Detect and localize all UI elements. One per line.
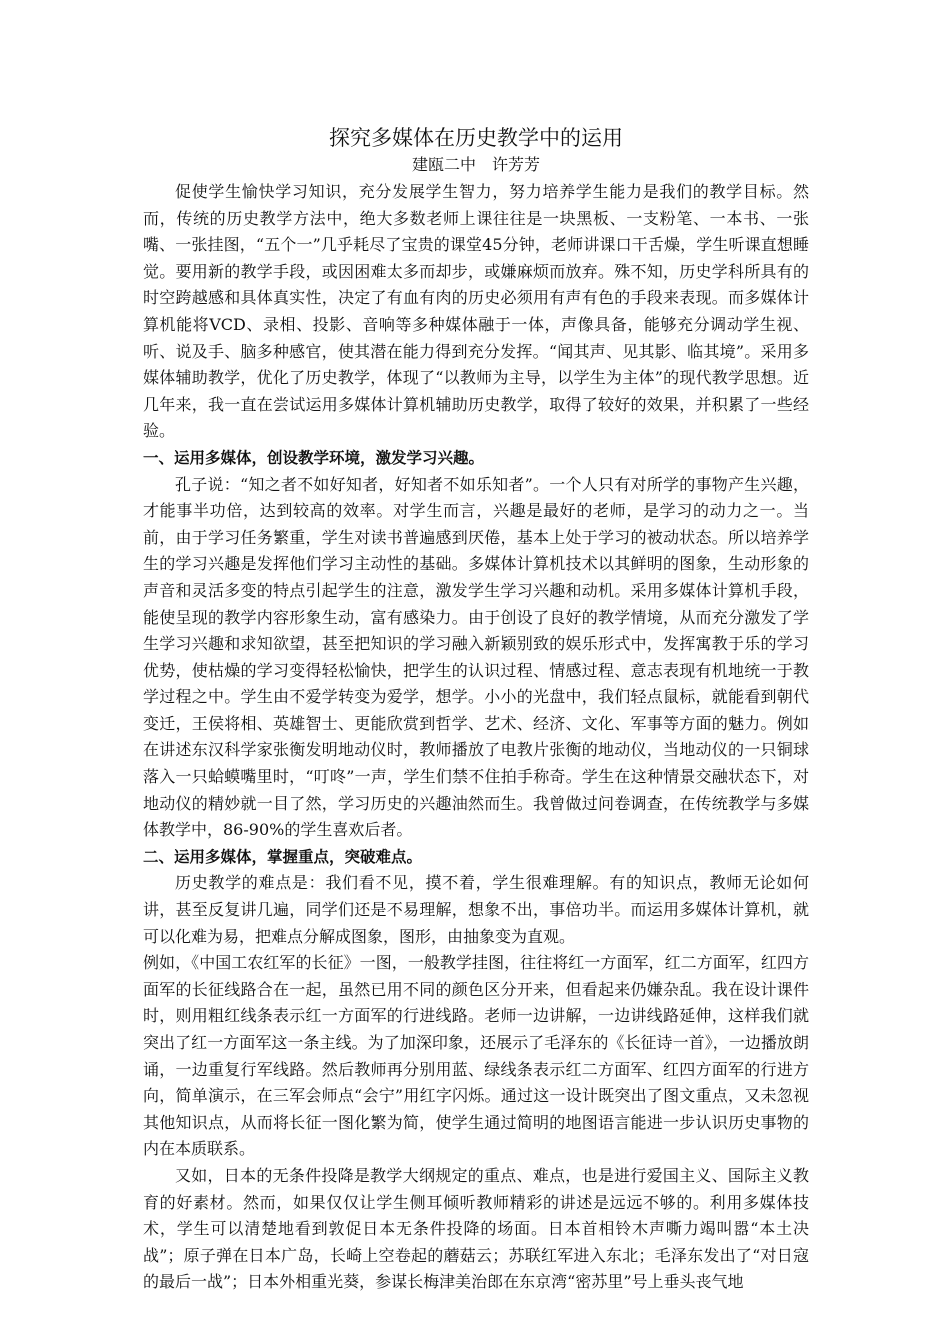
body-paragraph: 又如，日本的无条件投降是教学大纲规定的重点、难点，也是进行爱国主义、国际主义教育的好素材。然而，如果仅仅让学生侧耳倾听教师精彩的讲述是远远不够的。利用多媒体技术，学生可以清楚地看到敦促日本无条件投降的场面。日本首相铃木声嘶力竭叫嚣“本土决战”；原子弹在日本广岛，长崎上空卷起的蘑菇云；苏联红军进入东北；毛泽东发出了“对日寇的最后一战”；日本外相重光葵，参谋长梅津美治郎在东京湾“密苏里”号上垂头丧气地 [143,1165,809,1292]
section-heading: 二、运用多媒体，掌握重点，突破难点。 [143,847,423,866]
section-heading: 一、运用多媒体，创设教学环境，激发学习兴趣。 [143,448,485,467]
body-paragraph: 促使学生愉快学习知识，充分发展学生智力，努力培养学生能力是我们的教学目标。然而，传统的历史教学方法中，绝大多数老师上课往往是一块黑板、一支粉笔、一本书、一张嘴、一张挂图，“五个一”几乎耗尽了宝贵的课堂45分钟，老师讲课口干舌燥，学生听课直想睡觉。要用新的教学手段，或因困难太多而却步，或嫌麻烦而放弃。殊不知，历史学科所具有的时空跨越感和具体真实性，决定了有血有肉的历史必须用有声有色的手段来表现。而多媒体计算机能将VCD、录相、投影、音响等多种媒体融于一体，声像具备，能够充分调动学生视、听、说及手、脑多种感官，使其潜在能力得到充分发挥。“闻其声、见其影、临其境”。采用多媒体辅助教学，优化了历史教学，体现了“以教师为主导，以学生为主体”的现代教学思想。近几年来，我一直在尝试运用多媒体计算机辅助历史教学，取得了较好的效果，并积累了一些经验。 [143,182,809,441]
body-paragraph: 孔子说：“知之者不如好知者，好知者不如乐知者”。一个人只有对所学的事物产生兴趣，才能事半功倍，达到较高的效率。对学生而言，兴趣是最好的老师，是学习的动力之一。当前，由于学习任务繁重，学生对读书普遍感到厌倦，基本上处于学习的被动状态。所以培养学生的学习兴趣是发挥他们学习主动性的基础。多媒体计算机技术以其鲜明的图象，生动形象的声音和灵活多变的特点引起学生的注意，激发学生学习兴趣和动机。采用多媒体计算机手段，能使呈现的教学内容形象生动，富有感染力。由于创设了良好的教学情境，从而充分激发了学生学习兴趣和求知欲望，甚至把知识的学习融入新颖别致的娱乐形式中，发挥寓教于乐的学习优势，使枯燥的学习变得轻松愉快，把学生的认识过程、情感过程、意志表现有机地统一于教学过程之中。学生由不爱学转变为爱学，想学。小小的光盘中，我们轻点鼠标，就能看到朝代变迁，王侯将相、英雄智士、更能欣赏到哲学、艺术、经济、文化、军事等方面的魅力。例如在讲述东汉科学家张衡发明地动仪时，教师播放了电教片张衡的地动仪，当地动仪的一只铜球落入一只蛤蟆嘴里时，“叮咚”一声，学生们禁不住拍手称奇。学生在这种情景交融状态下，对地动仪的精妙就一目了然，学习历史的兴趣油然而生。我曾做过问卷调查，在传统教学与多媒体教学中，86-90%的学生喜欢后者。 [143,474,809,840]
body-paragraph: 历史教学的难点是：我们看不见，摸不着，学生很难理解。有的知识点，教师无论如何讲，甚至反复讲几遍，同学们还是不易理解，想象不出，事倍功半。而运用多媒体计算机，就可以化难为易，把难点分解成图象，图形，由抽象变为直观。 [143,873,809,946]
body-paragraph: 例如，《中国工农红军的长征》一图，一般教学挂图，往往将红一方面军，红二方面军，红四方面军的长征线路合在一起，虽然已用不同的颜色区分开来，但看起来仍嫌杂乱。我在设计课件时，则用粗红线条表示红一方面军的行进线路。老师一边讲解，一边讲线路延伸，这样我们就突出了红一方面军这一条主线。为了加深印象，还展示了毛泽东的《长征诗一首》，一边播放朗诵，一边重复行军线路。然后教师再分别用蓝、绿线条表示红二方面军、红四方面军的行进方向，简单演示，在三军会师点“会宁”用红字闪烁。通过这一设计既突出了图文重点，又未忽视其他知识点，从而将长征一图化繁为简，使学生通过简明的地图语言能进一步认识历史事物的内在本质联系。 [143,953,809,1159]
document-page [143,123,809,1296]
document-body [143,179,809,1296]
document-title: 探究多媒体在历史教学中的运用 [329,126,623,150]
document-author: 建瓯二中 许芳芳 [411,155,540,174]
